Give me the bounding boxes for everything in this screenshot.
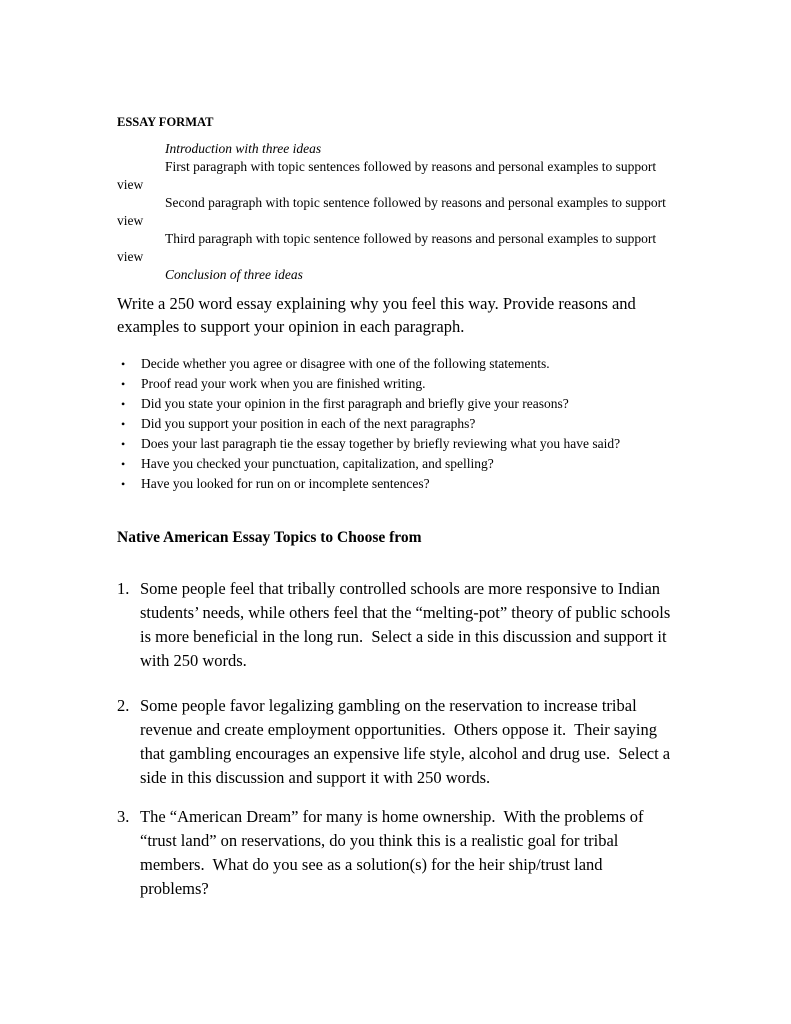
- topic-text: The “American Dream” for many is home ownership. With the problems of “trust land” on reservations, do you think this is a realistic goal for tribal members. What do you see as a solution(s) for the heir ship/trust land problems?: [140, 807, 648, 898]
- bullet-icon: •: [121, 417, 126, 431]
- outline-line-second-paragraph: Second paragraph with topic sentence followed by reasons and personal examples to support view: [117, 195, 666, 228]
- instructions-section: [117, 293, 675, 338]
- topic-text: Some people favor legalizing gambling on the reservation to increase tribal revenue and create employment opportunities. Others oppose it. Their saying that gambling encourages an expensive life style, alcohol and drug use. Select a side in this discussion and support it with 250 words.: [140, 696, 675, 787]
- topic-number: 1.: [117, 579, 130, 598]
- outline-line-conclusion: Conclusion of three ideas: [165, 267, 303, 282]
- outline-line-introduction: Introduction with three ideas: [165, 141, 322, 156]
- checklist-item-text: Decide whether you agree or disagree with one of the following statements.: [141, 356, 550, 371]
- topic-number: 3.: [117, 807, 130, 826]
- checklist-item-text: Have you checked your punctuation, capitalization, and spelling?: [141, 456, 494, 471]
- checklist-item: [117, 354, 675, 374]
- outline-line-third-paragraph: Third paragraph with topic sentence followed by reasons and personal examples to support view: [117, 231, 657, 264]
- checklist-item-text: Proof read your work when you are finished writing.: [141, 376, 426, 391]
- checklist-item: [117, 434, 675, 454]
- bullet-icon: •: [121, 357, 126, 371]
- bullet-icon: •: [121, 457, 126, 471]
- bullet-icon: •: [121, 397, 126, 411]
- topic-item-2: [117, 694, 675, 790]
- topics-list-section: [117, 577, 675, 901]
- checklist-item: [117, 454, 675, 474]
- topic-item-3: [117, 805, 675, 901]
- topic-item-1: [117, 577, 675, 673]
- essay-format-section: [117, 114, 675, 284]
- checklist-item-text: Did you state your opinion in the first paragraph and briefly give your reasons?: [141, 396, 569, 411]
- topics-heading-section: [117, 528, 675, 548]
- assignment-paragraph: Write a 250 word essay explaining why you feel this way. Provide reasons and examples to support your opinion in each paragraph.: [117, 294, 636, 336]
- checklist-item: [117, 474, 675, 494]
- topic-number: 2.: [117, 696, 130, 715]
- essay-format-heading: ESSAY FORMAT: [117, 115, 214, 129]
- checklist-item-text: Have you looked for run on or incomplete sentences?: [141, 476, 430, 491]
- checklist-item: [117, 374, 675, 394]
- outline-line-first-paragraph: First paragraph with topic sentences followed by reasons and personal examples to support view: [117, 159, 657, 192]
- checklist-item: [117, 394, 675, 414]
- topics-heading: Native American Essay Topics to Choose from: [117, 529, 422, 546]
- checklist-section: [117, 354, 675, 494]
- bullet-icon: •: [121, 437, 126, 451]
- bullet-icon: •: [121, 477, 126, 491]
- checklist-item-text: Did you support your position in each of the next paragraphs?: [141, 416, 476, 431]
- bullet-icon: •: [121, 377, 126, 391]
- checklist-item: [117, 414, 675, 434]
- checklist-item-text: Does your last paragraph tie the essay together by briefly reviewing what you have said?: [141, 436, 621, 451]
- topic-text: Some people feel that tribally controlled schools are more responsive to Indian students’ needs, while others feel that the “melting-pot” theory of public schools is more beneficial in the long run. Select a side in this discussion and support it with 250 words.: [140, 579, 675, 670]
